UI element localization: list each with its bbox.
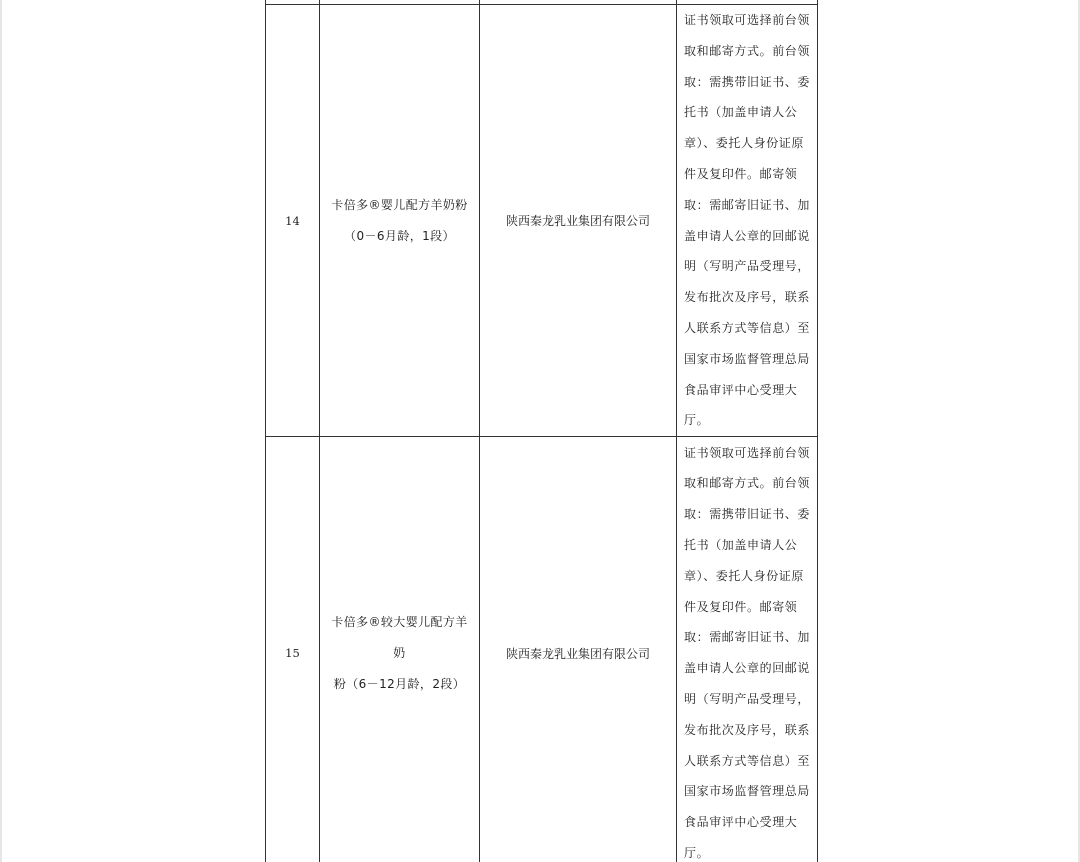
page-left-border	[0, 0, 2, 862]
company-name: 陕西秦龙乳业集团有限公司	[505, 646, 650, 661]
product-name-line1: 卡倍多®较大婴儿配方羊奶	[331, 614, 468, 660]
product-name-line2: （0－6月龄，1段）	[344, 228, 455, 243]
product-name	[326, 607, 474, 700]
company-cell	[480, 5, 677, 437]
remark-cell	[677, 437, 818, 862]
product-name	[326, 190, 474, 252]
remark-cell	[677, 5, 818, 437]
product-certificate-table	[265, 4, 818, 862]
row-index-cell	[266, 437, 320, 862]
company-name: 陕西秦龙乳业集团有限公司	[505, 214, 650, 229]
table-row	[266, 5, 818, 437]
row-index: 14	[285, 213, 300, 228]
product-name-cell	[320, 437, 480, 862]
company-cell	[480, 437, 677, 862]
row-index-cell	[266, 5, 320, 437]
table-row	[266, 437, 818, 862]
product-name-cell	[320, 5, 480, 437]
product-name-line2: 粉（6－12月龄，2段）	[333, 676, 466, 691]
product-name-line1: 卡倍多®婴儿配方羊奶粉	[331, 197, 468, 212]
remark-text: 证书领取可选择前台领取和邮寄方式。前台领取：需携带旧证书、委托书（加盖申请人公章）、委托人身份证原件及复印件。邮寄领取：需邮寄旧证书、加盖申请人公章的回邮说明（写明产品受理号，发布批次及序号，联系人联系方式等信息）至国家市场监督管理总局食品审评中心受理大厅。	[684, 13, 811, 428]
row-index: 15	[285, 646, 300, 661]
remark-text: 证书领取可选择前台领取和邮寄方式。前台领取：需携带旧证书、委托书（加盖申请人公章）、委托人身份证原件及复印件。邮寄领取：需邮寄旧证书、加盖申请人公章的回邮说明（写明产品受理号，发布批次及序号，联系人联系方式等信息）至国家市场监督管理总局食品审评中心受理大厅。	[684, 445, 811, 860]
